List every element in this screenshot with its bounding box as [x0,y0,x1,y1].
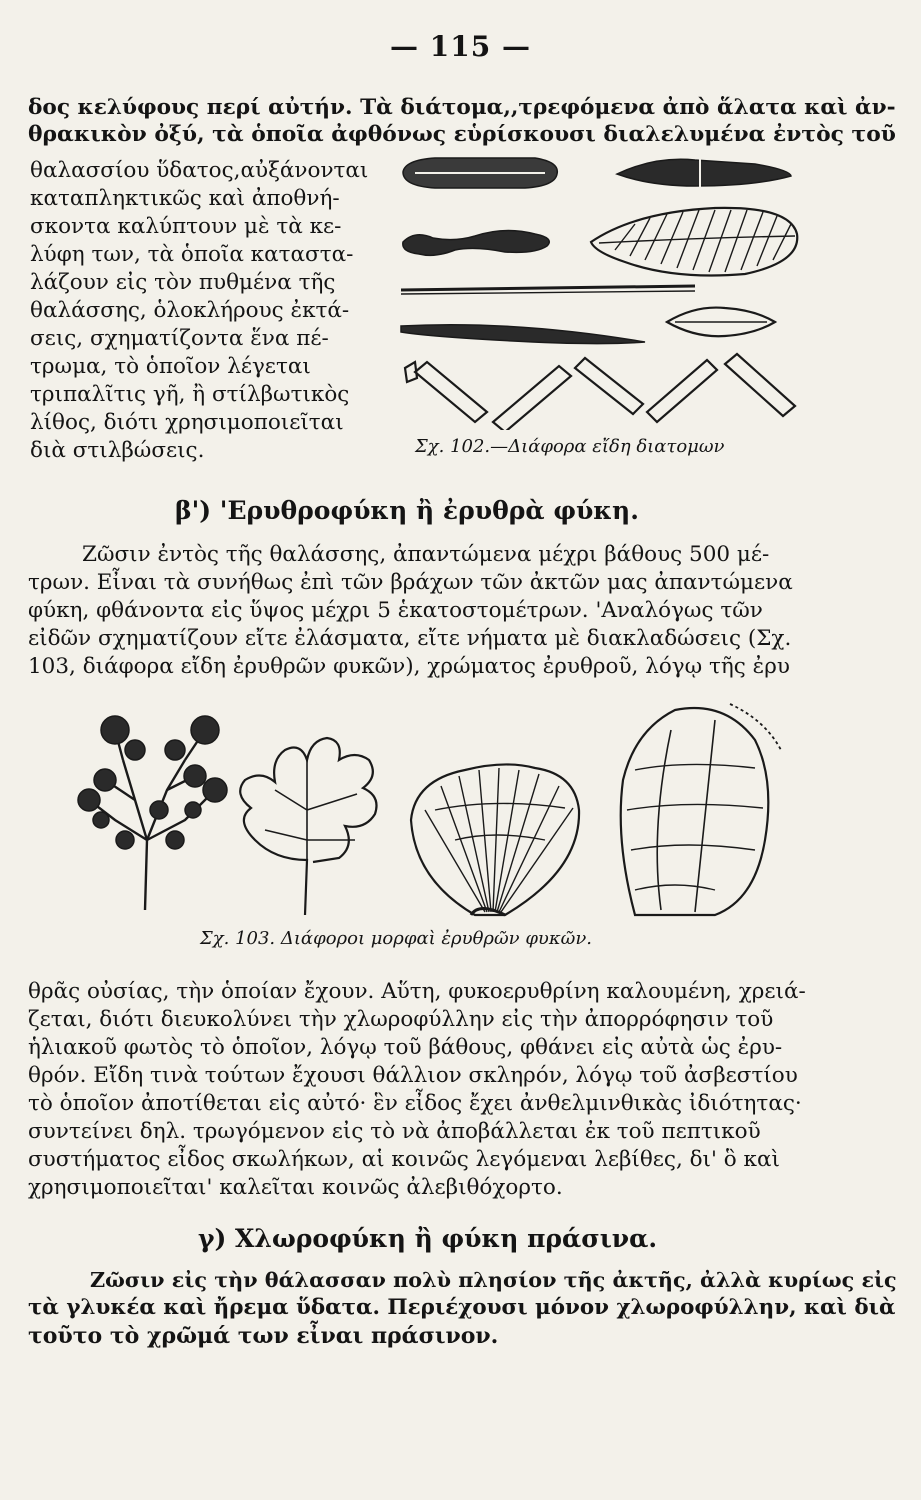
text-line: διὰ στιλβώσεις. [30,438,205,463]
text-line: τριπαλῖτις γῆ, ἢ στίλβωτικὸς [30,382,350,407]
text-line: τρωμα, τὸ ὁποῖον λέγεται [30,354,311,379]
text-line: τρων. Εἶναι τὰ συνήθως ἐπὶ τῶν βράχων τῶν ἀκτῶν μας ἀπαντώμενα [28,570,793,595]
text-line: θαλάσσης, ὁλοκλήρους ἐκτά- [30,298,350,323]
text-line: χρησιμοποιεῖται' καλεῖται κοινῶς ἀλεβιθόχορτο. [28,1175,563,1200]
page-number: — 115 — [390,30,531,63]
text-line: Ζῶσιν εἰς τὴν θάλασσαν πολὺ πλησίον τῆς ἀκτῆς, ἀλλὰ κυρίως εἰς [90,1268,897,1292]
text-line: σεις, σχηματίζοντα ἕνα πέ- [30,326,329,351]
text-line: συντείνει δηλ. τρωγόμενον εἰς τὸ νὰ ἀποβάλλεται ἐκ τοῦ πεπτικοῦ [28,1119,761,1144]
text-line: θρᾶς οὐσίας, τὴν ὁποίαν ἔχουν. Αὕτη, φυκοερυθρίνη καλουμένη, χρειά- [28,979,806,1004]
text-line: φύκη, φθάνοντα εἰς ὕψος μέχρι 5 ἑκατοστομέτρων. 'Αναλόγως τῶν [28,598,763,623]
red-algae-illustration [75,690,795,920]
section-b-heading: β') 'Ερυθροφύκη ἢ ἐρυθρὰ φύκη. [175,496,639,525]
text-line: λύφη των, τὰ ὁποῖα καταστα- [30,242,354,267]
text-line: σκοντα καλύπτουν μὲ τὰ κε- [30,214,342,239]
text-line: ζεται, διότι διευκολύνει τὴν χλωροφύλλην εἰς τὴν ἀπορρόφησιν τοῦ [28,1007,774,1032]
figure-103-caption: Σχ. 103. Διάφοροι μορφαὶ ἐρυθρῶν φυκῶν. [200,928,593,949]
text-line: τὸ ὁποῖον ἀποτίθεται εἰς αὐτό· ἓν εἶδος ἔχει ἀνθελμινθικὰς ἰδιότητας· [28,1091,802,1116]
section-c-heading: γ) Χλωροφύκη ἢ φύκη πράσινα. [198,1224,658,1253]
text-line: θρακικὸν ὀξύ, τὰ ὁποῖα ἀφθόνως εὑρίσκουσι διαλελυμένα ἐντὸς τοῦ [28,122,896,147]
text-line: θρόν. Εἴδη τινὰ τούτων ἔχουσι θάλλιον σκληρόν, λόγῳ τοῦ ἀσβεστίου [28,1063,798,1088]
text-line: δος κελύφους περί αὐτήν. Τὰ διάτομα,,τρεφόμενα ἀπὸ ἅλατα καὶ ἀν- [28,95,896,120]
diatoms-illustration [395,150,805,430]
text-line: καταπληκτικῶς καὶ ἀποθνή- [30,186,340,211]
text-line: ἡλιακοῦ φωτὸς τὸ ὁποῖον, λόγῳ τοῦ βάθους, φθάνει εἰς αὐτὰ ὡς ἐρυ- [28,1035,783,1060]
text-line: λάζουν εἰς τὸν πυθμένα τῆς [30,270,336,295]
figure-102-caption: Σχ. 102.—Διάφορα εἴδη διατομων [415,436,725,457]
text-line: συστήματος εἶδος σκωλήκων, αἱ κοινῶς λεγόμεναι λεβίθες, δι' ὃ καὶ [28,1147,780,1172]
text-line: Ζῶσιν ἐντὸς τῆς θαλάσσης, ἀπαντώμενα μέχρι βάθους 500 μέ- [82,542,770,567]
text-line: εἰδῶν σχηματίζουν εἴτε ἐλάσματα, εἴτε νήματα μὲ διακλαδώσεις (Σχ. [28,626,792,651]
text-line: 103, διάφορα εἴδη ἐρυθρῶν φυκῶν), χρώματος ἐρυθροῦ, λόγῳ τῆς ἐρυ [28,654,790,679]
text-line: θαλασσίου ὕδατος,αὐξάνονται [30,158,369,183]
text-line: τὰ γλυκέα καὶ ἤρεμα ὕδατα. Περιέχουσι μόνον χλωροφύλλην, καὶ διὰ [28,1295,896,1320]
text-line: τοῦτο τὸ χρῶμά των εἶναι πράσινον. [28,1323,499,1349]
text-line: λίθος, διότι χρησιμοποιεῖται [30,410,344,435]
